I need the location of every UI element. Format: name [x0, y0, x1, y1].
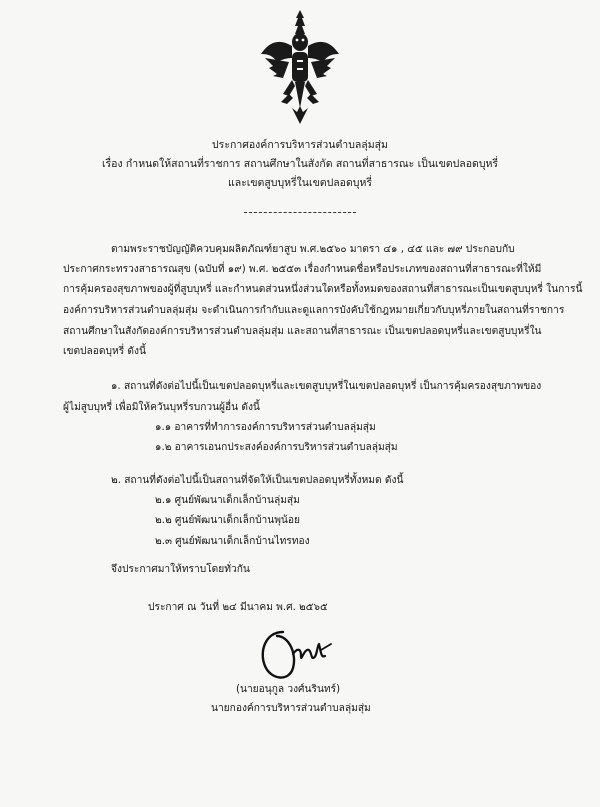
section-2-item: ๒.๓ ศูนย์พัฒนาเด็กเล็กบ้านไทรทอง: [155, 536, 310, 547]
subject-line-continued: และเขตสูบบุหรี่ในเขตปลอดบุหรี่: [227, 177, 373, 189]
title-divider: [244, 212, 356, 213]
signatory-position: นายกองค์การบริหารส่วนตำบลลุ่มสุ่ม: [211, 703, 371, 714]
handwritten-signature: [255, 622, 345, 684]
section-1-heading: ๑. สถานที่ดังต่อไปนี้เป็นเขตปลอดบุหรี่และเขตสูบบุหรี่ในเขตปลอดบุหรี่ เป็นการคุ้มครองสุขภาพของ: [111, 381, 542, 392]
section-1-item: ๑.๑ อาคารที่ทำการองค์การบริหารส่วนตำบลลุ่มสุ่ม: [155, 422, 376, 433]
announcement-date: ประกาศ ณ วันที่ ๒๔ มีนาคม พ.ศ. ๒๕๖๕: [148, 602, 328, 613]
intro-line: สถานศึกษาในสังกัดองค์การบริหารส่วนตำบลลุ่มสุ่ม และสถานที่สาธารณะ เป็นเขตปลอดบุหรี่และเขตสูบบุหรี่ใน: [63, 326, 542, 337]
signatory-name: (นายอนุกูล วงศ์นรินทร์): [236, 684, 341, 695]
section-1-item: ๑.๒ อาคารเอนกประสงค์องค์การบริหารส่วนตำบลลุ่มสุ่ม: [155, 442, 398, 453]
garuda-emblem: [259, 8, 341, 126]
intro-line: ประกาศกระทรวงสาธารณสุข (ฉบับที่ ๑๙) พ.ศ. ๒๕๕๓ เรื่องกำหนดชื่อหรือประเภทของสถานที่สาธารณะที่ให้มี: [63, 264, 542, 275]
section-2-heading: ๒. สถานที่ดังต่อไปนี้เป็นสถานที่จัดให้เป็นเขตปลอดบุหรี่ทั้งหมด ดังนี้: [111, 475, 404, 486]
intro-line: เขตปลอดบุหรี่ ดังนี้: [63, 346, 146, 357]
section-1-heading-continued: ผู้ไม่สูบบุหรี่ เพื่อมิให้ควันบุหรี่รบกวนผู้อื่น ดังนี้: [63, 402, 260, 413]
intro-line: การคุ้มครองสุขภาพของผู้ที่สูบบุหรี่ และกำหนดส่วนหนึ่งส่วนใดหรือทั้งหมดของสถานที่สาธารณะเป็นเขตสูบบุหรี่ ในการนี้: [63, 284, 583, 295]
section-2-item: ๒.๑ ศูนย์พัฒนาเด็กเล็กบ้านลุ่มสุ่ม: [155, 495, 300, 506]
intro-line: ตามพระราชบัญญัติควบคุมผลิตภัณฑ์ยาสูบ พ.ศ.๒๕๖๐ มาตรา ๔๑ , ๔๕ และ ๗๙ ประกอบกับ: [111, 244, 515, 255]
subject-line: เรื่อง กำหนดให้สถานที่ราชการ สถานศึกษาในสังกัด สถานที่สาธารณะ เป็นเขตปลอดบุหรี่: [101, 158, 499, 170]
intro-line: องค์การบริหารส่วนตำบลลุ่มสุ่ม จะดำเนินการกำกับและดูแลการบังคับใช้กฎหมายเกี่ยวกับบุหรี่ภายในสถานที่ราชการ: [63, 305, 565, 316]
section-2-item: ๒.๒ ศูนย์พัฒนาเด็กเล็กบ้านพุน้อย: [155, 515, 300, 526]
closing-statement: จึงประกาศมาให้ทราบโดยทั่วกัน: [111, 564, 250, 575]
announcement-title: ประกาศองค์การบริหารส่วนตำบลลุ่มสุ่ม: [212, 139, 388, 151]
